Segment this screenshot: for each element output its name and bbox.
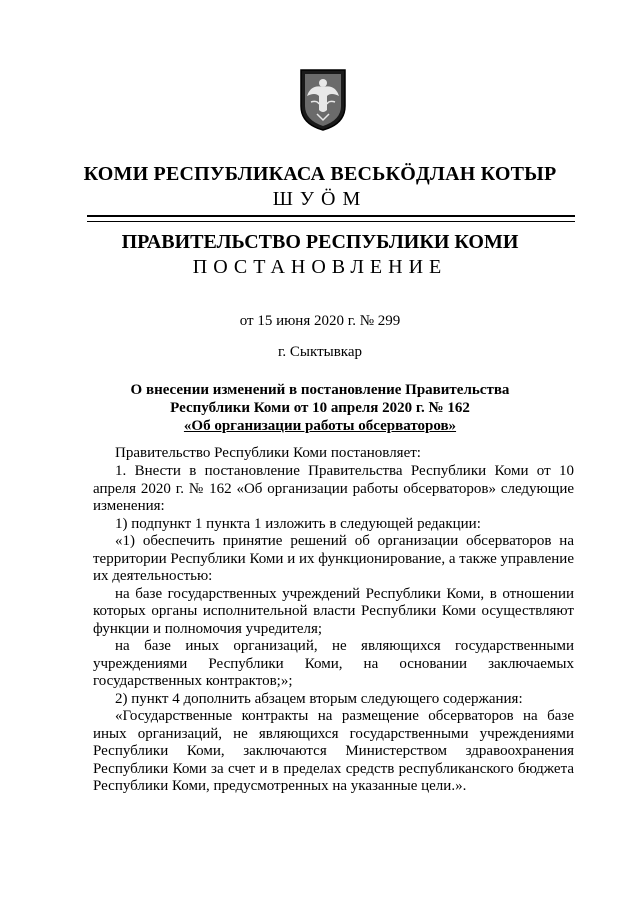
subject-line-2: Республики Коми от 10 апреля 2020 г. № 162: [170, 400, 470, 416]
document-type: ПОСТАНОВЛЕНИЕ: [192, 256, 448, 278]
body-paragraph: на базе государственных учреждений Республики Коми, в отношении которых органы исполнительной власти Республики Коми осуществляют функции и полномочия учредителя;: [93, 585, 574, 637]
body-paragraph: «Государственные контракты на размещение обсерваторов на базе иных организаций, не являющихся государственными учреждениями Республики Коми, заключаются Министерством здравоохранения Республики Коми за счет и в пределах средств республиканского бюджета Республики Коми, предусмотренных на указанные цели.».: [93, 708, 574, 794]
komi-document-type: ШУӦМ: [272, 188, 368, 210]
body-paragraph: 1. Внести в постановление Правительства Республики Коми от 10 апреля 2020 г. № 162 «Об организации работы обсерваторов» следующие изменения:: [93, 463, 574, 514]
header-divider-thick: [87, 215, 575, 217]
komi-government-name: КОМИ РЕСПУБЛИКАСА ВЕСЬКӦДЛАН КОТЫР: [83, 163, 557, 185]
body-paragraph: 2) пункт 4 дополнить абзацем вторым следующего содержания:: [115, 690, 523, 707]
city: г. Сыктывкар: [277, 344, 363, 360]
komi-coat-of-arms-icon: [297, 66, 349, 132]
subject-line-1: О внесении изменений в постановление Правительства: [130, 382, 510, 398]
body-text: [93, 463, 574, 796]
body-paragraph: 1) подпункт 1 пункта 1 изложить в следующей редакции:: [115, 515, 481, 532]
date-and-number: от 15 июня 2020 г. № 299: [239, 313, 401, 329]
government-name: ПРАВИТЕЛЬСТВО РЕСПУБЛИКИ КОМИ: [121, 231, 519, 253]
header-divider-thin: [87, 221, 575, 222]
intro-text: Правительство Республики Коми постановляет:: [115, 445, 421, 461]
subject-line-3: «Об организации работы обсерваторов»: [183, 418, 457, 434]
body-paragraph: на базе иных организаций, не являющихся государственными учреждениями Республики Коми, на основании заключаемых государственных контрактов;»;: [93, 638, 574, 689]
body-paragraph: «1) обеспечить принятие решений об организации обсерваторов на территории Республики Коми и их функционирование, а также управление их деятельностью:: [93, 533, 574, 584]
